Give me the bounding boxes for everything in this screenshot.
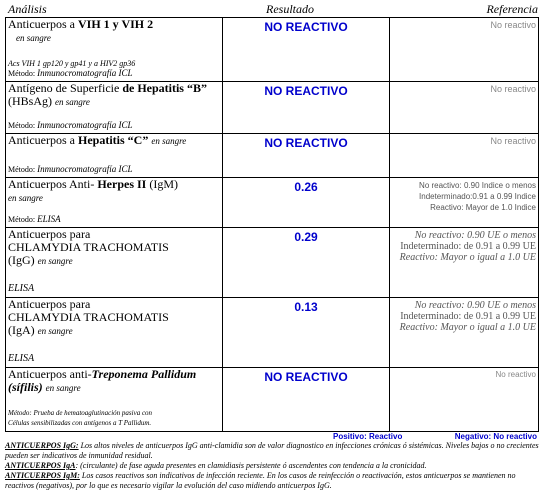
result-value: 0.26 [294, 180, 318, 194]
test-name: Anticuerpos a Hepatitis “C” en sangre [8, 133, 187, 147]
reference-value: No reactivo [495, 370, 536, 379]
result-value: 0.13 [294, 300, 318, 314]
reference-value: Reactivo: Mayor o igual a 1.0 UE [399, 322, 536, 333]
footnote-igg: ANTICUERPOS IgG: Los altos niveles de anticuerpos IgG anti-clamidia son de valor diagnostico en infecciones crónicas ó sistémicas. Niveles bajos o no crecientes pueden ser indicativos de inmunidad residual. [5, 441, 539, 460]
reference-value: No reactivo [490, 20, 536, 30]
legend-positive: Positivo: Reactivo [333, 432, 403, 441]
reference-value: No reactivo: 0.90 UE o menos [414, 300, 536, 311]
test-note: Acs VIH 1 gp120 y gp41 y a HIV2 gp36 [8, 59, 136, 68]
table-row [6, 18, 539, 82]
reference-value: No reactivo [490, 84, 536, 94]
footnote-iga: ANTICUERPOS IgA: (circulante) de fase aguda presentes en clamidiasis persistente ó ascendentes con tendencia a la cronicidad. [5, 461, 427, 470]
reference-value: No reactivo: 0.90 UE o menos [414, 230, 536, 241]
table-row [6, 82, 539, 134]
method: Método: Inmunocromatografía ICL [8, 120, 133, 130]
reference-value: Indeterminado: de 0.91 a 0.99 UE [400, 311, 536, 322]
results-table [5, 17, 539, 432]
table-row [6, 134, 539, 178]
method: ELISA [8, 353, 35, 364]
reference-value: Indeterminado:0.91 a 0.99 Indice [419, 192, 536, 201]
test-name: Anticuerpos para CHLAMYDIA TRACHOMATIS (IgG) en sangre [8, 227, 169, 267]
header-reference: Referencia [486, 2, 538, 16]
reference-value: No reactivo [490, 136, 536, 146]
result-value: NO REACTIVO [264, 20, 348, 34]
test-name: Anticuerpos para CHLAMYDIA TRACHOMATIS (IgA) en sangre [8, 297, 169, 337]
table-header [0, 0, 544, 17]
method: Método: Inmunocromatografía ICL [8, 68, 133, 78]
table-row [6, 178, 539, 228]
table-row [6, 298, 539, 368]
reference-value: Reactivo: Mayor o igual a 1.0 UE [399, 252, 536, 263]
test-name: Anticuerpos Anti- Herpes II (IgM) en sangre [8, 177, 178, 203]
footnotes [5, 441, 539, 491]
method: Método: Inmunocromatografía ICL [8, 164, 133, 174]
legend-negative: Negativo: No reactivo [454, 432, 537, 441]
result-value: NO REACTIVO [264, 136, 348, 150]
result-value: NO REACTIVO [264, 370, 348, 384]
test-name: Anticuerpos a VIH 1 y VIH 2 en sangre [8, 17, 154, 43]
footnote-igm: ANTICUERPOS IgM: Los casos reactivos son indicativos de infección reciente. En los casos de reinfección o reactivación, estos anticuerpos se mantienen no reactivos (negativos), por lo que es necesario vigilar la evolución del caso midiendo anticuerpos IgG. [5, 471, 516, 490]
reference-value: Reactivo: Mayor de 1.0 Indice [430, 203, 536, 212]
result-value: NO REACTIVO [264, 84, 348, 98]
table-row [6, 228, 539, 298]
method: ELISA [8, 283, 35, 294]
header-result: Resultado [266, 2, 314, 16]
reference-value: No reactivo: 0.90 Indice o menos [419, 181, 536, 190]
header-analysis: Análisis [8, 2, 47, 16]
method: Método: Prueba de hematoaglutinación pasiva con Células sensibilizadas con antígenos a T Pallidum. [8, 409, 153, 427]
test-name: Anticuerpos anti-Treponema Pallidum (sífilis) en sangre [8, 367, 197, 394]
table-row [6, 368, 539, 432]
reference-value: Indeterminado: de 0.91 a 0.99 UE [400, 241, 536, 252]
method: Método: ELISA [8, 214, 61, 224]
result-value: 0.29 [294, 230, 318, 244]
test-name: Antígeno de Superficie de Hepatitis “B” (HBsAg) en sangre [8, 81, 207, 108]
